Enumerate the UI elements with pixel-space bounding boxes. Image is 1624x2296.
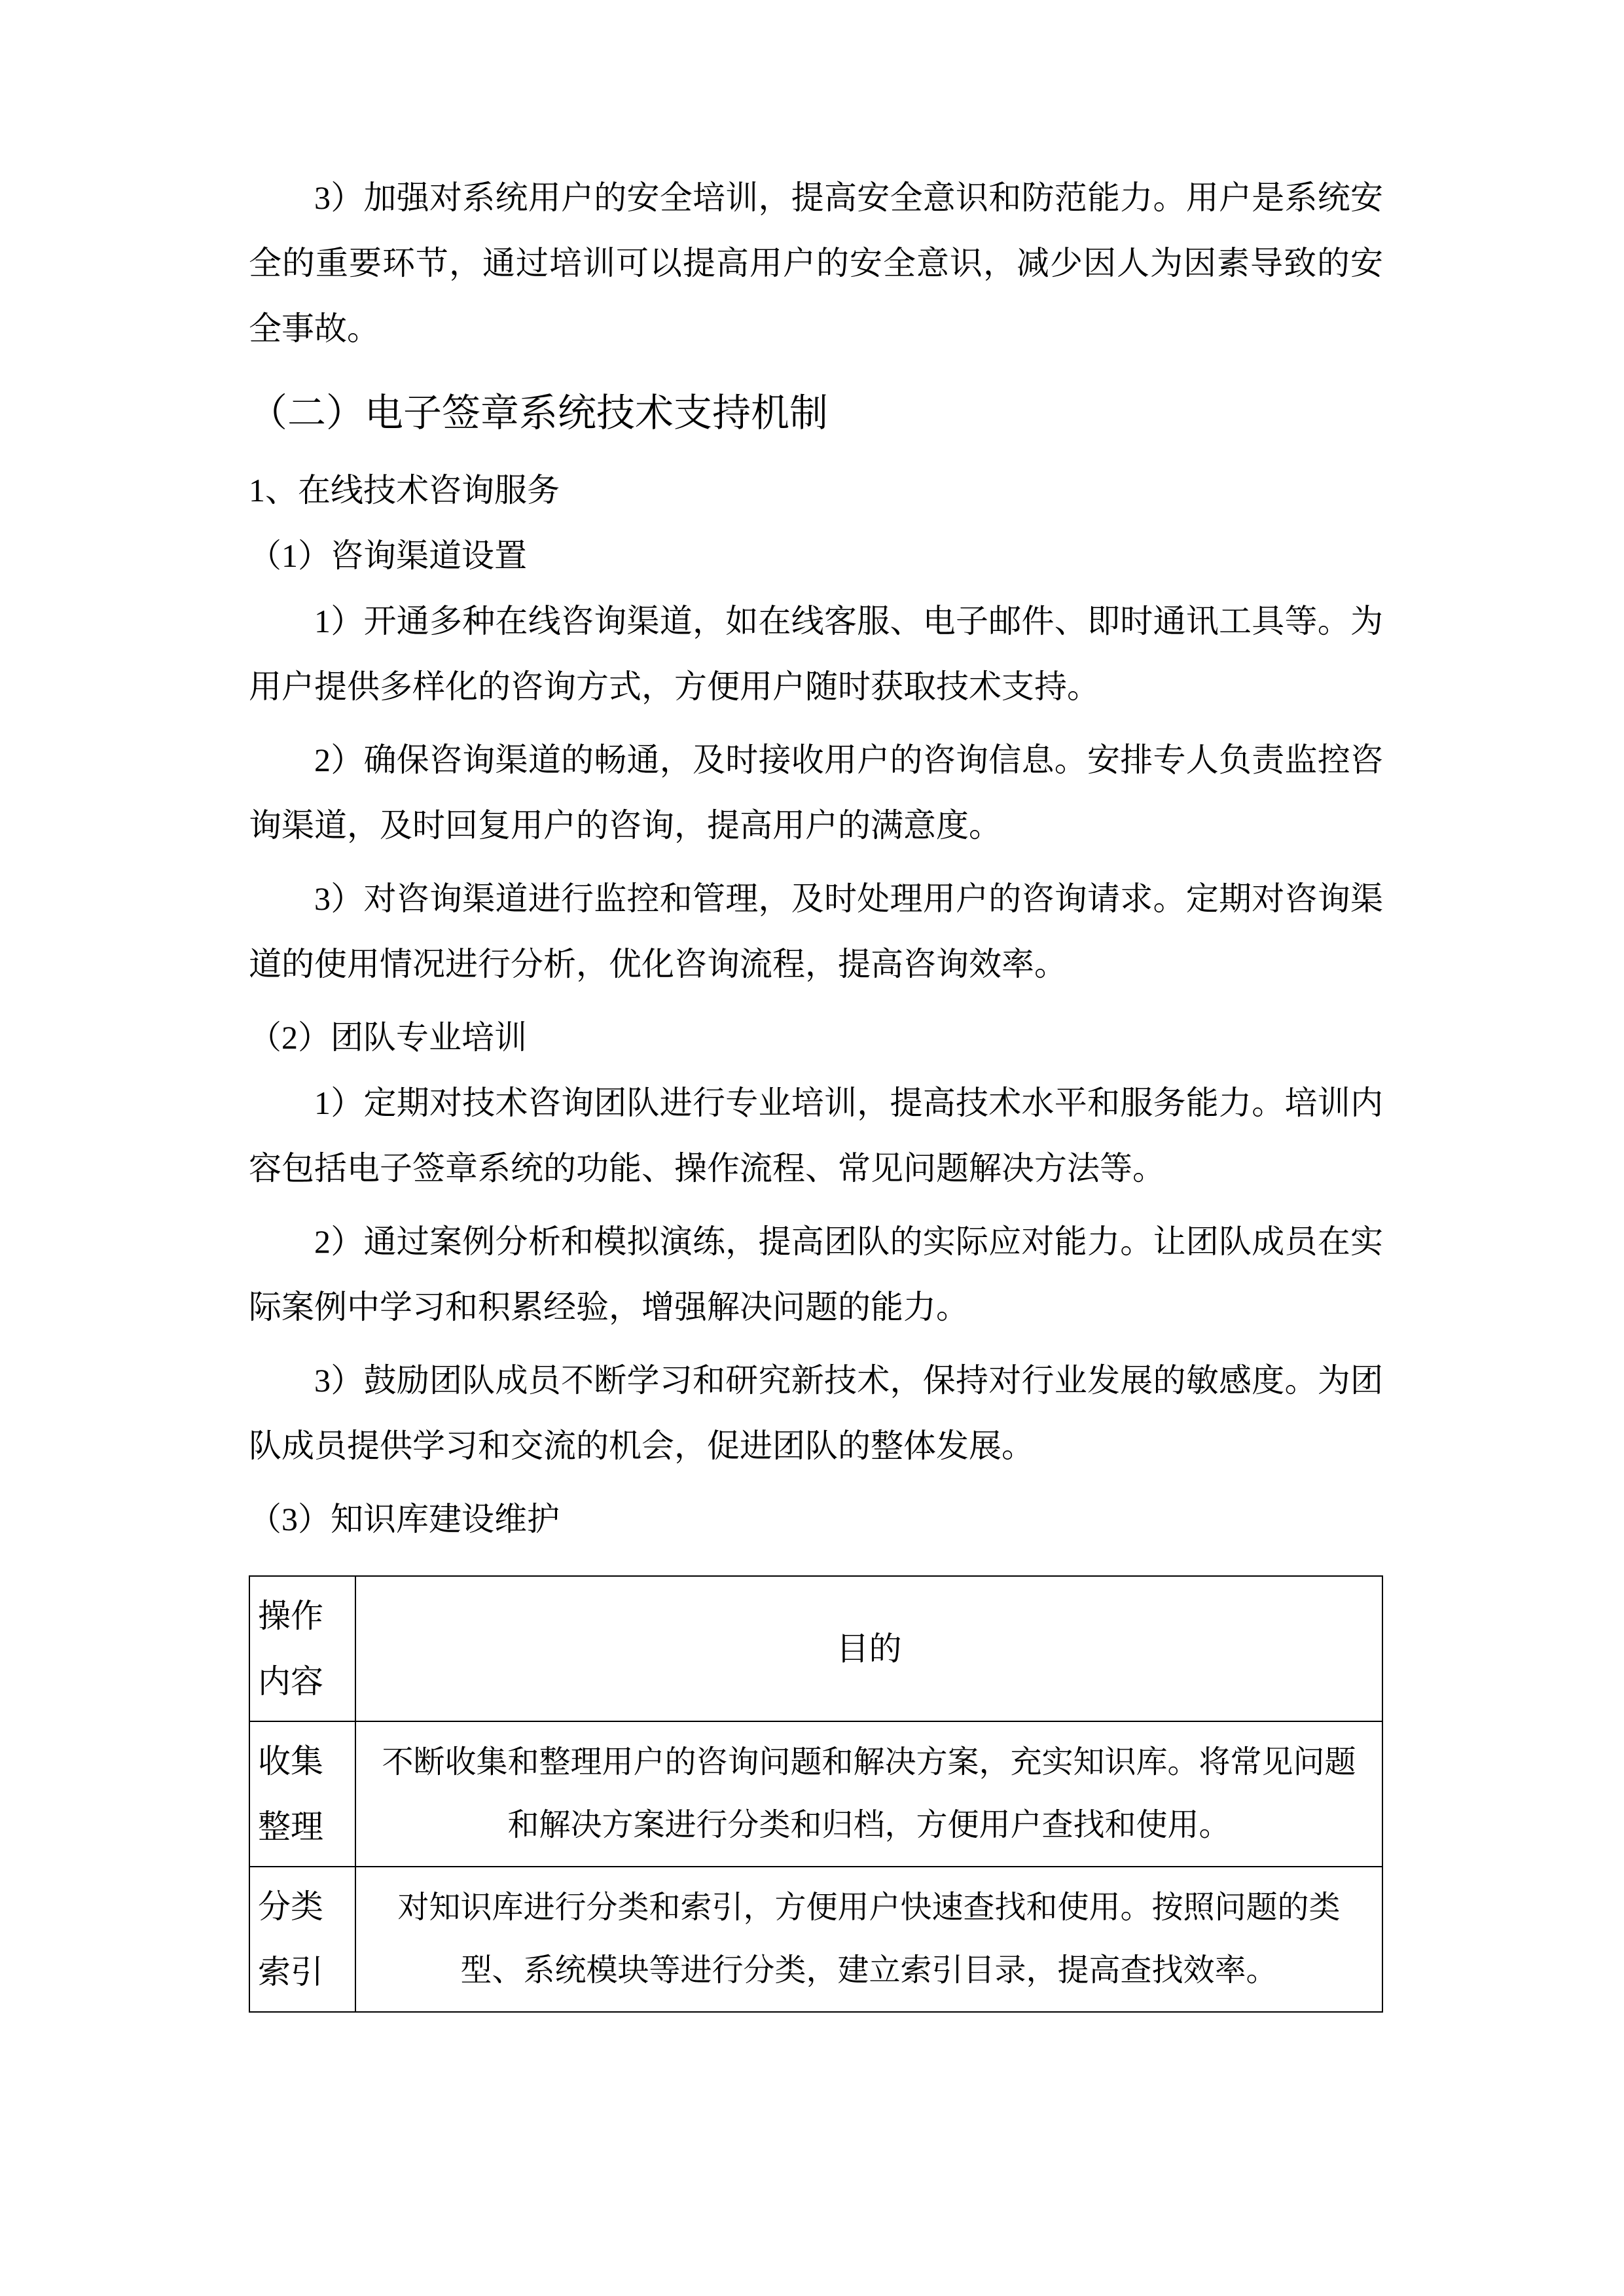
table-header-purpose: 目的 (355, 1576, 1382, 1721)
knowledge-base-table (249, 1575, 1383, 2013)
table-cell-purpose: 对知识库进行分类和索引，方便用户快速查找和使用。按照问题的类型、系统模块等进行分类，建立索引目录，提高查找效率。 (355, 1867, 1382, 2012)
table-cell-operation-line1: 收集 (258, 1743, 323, 1780)
paragraph-sub2-2: 2）通过案例分析和模拟演练，提高团队的实际应对能力。让团队成员在实际案例中学习和积累经验，增强解决问题的能力。 (249, 1223, 1383, 1326)
table-header-operation-line2: 内容 (258, 1663, 323, 1700)
paragraph-sub1-3: 3）对咨询渠道进行监控和管理，及时处理用户的咨询请求。定期对咨询渠道的使用情况进行分析，优化咨询流程，提高咨询效率。 (249, 880, 1383, 983)
list-item-online-consulting: 1、在线技术咨询服务 (249, 472, 560, 509)
sub-section-1-title: （1）咨询渠道设置 (249, 537, 527, 575)
table-header-row (249, 1576, 1382, 1721)
table-cell-operation-line2: 索引 (258, 1954, 323, 1991)
paragraph-sub1-1: 1）开通多种在线咨询渠道，如在线客服、电子邮件、即时通讯工具等。为用户提供多样化的咨询方式，方便用户随时获取技术支持。 (249, 603, 1383, 706)
sub-section-3-title: （3）知识库建设维护 (249, 1501, 560, 1538)
table-cell-operation-line2: 整理 (258, 1808, 323, 1846)
table-cell-operation (249, 1721, 355, 1867)
table-row (249, 1721, 1382, 1867)
table-header-operation-line1: 操作 (258, 1598, 323, 1635)
paragraph-security-training: 3）加强对系统用户的安全培训，提高安全意识和防范能力。用户是系统安全的重要环节，通过培训可以提高用户的安全意识，减少因人为因素导致的安全事故。 (249, 179, 1383, 347)
table-cell-operation-line1: 分类 (258, 1888, 323, 1926)
section-heading: （二）电子签章系统技术支持机制 (249, 391, 829, 435)
table-row (249, 1867, 1382, 2012)
paragraph-sub1-2: 2）确保咨询渠道的畅通，及时接收用户的咨询信息。安排专人负责监控咨询渠道，及时回复用户的咨询，提高用户的满意度。 (249, 742, 1383, 844)
paragraph-sub2-1: 1）定期对技术咨询团队进行专业培训，提高技术水平和服务能力。培训内容包括电子签章系统的功能、操作流程、常见问题解决方法等。 (249, 1085, 1383, 1187)
table-header-operation (249, 1576, 355, 1721)
paragraph-sub2-3: 3）鼓励团队成员不断学习和研究新技术，保持对行业发展的敏感度。为团队成员提供学习和交流的机会，促进团队的整体发展。 (249, 1362, 1383, 1465)
table-cell-purpose: 不断收集和整理用户的咨询问题和解决方案，充实知识库。将常见问题和解决方案进行分类和归档，方便用户查找和使用。 (355, 1721, 1382, 1867)
sub-section-2-title: （2）团队专业培训 (249, 1019, 527, 1056)
table-cell-operation (249, 1867, 355, 2012)
